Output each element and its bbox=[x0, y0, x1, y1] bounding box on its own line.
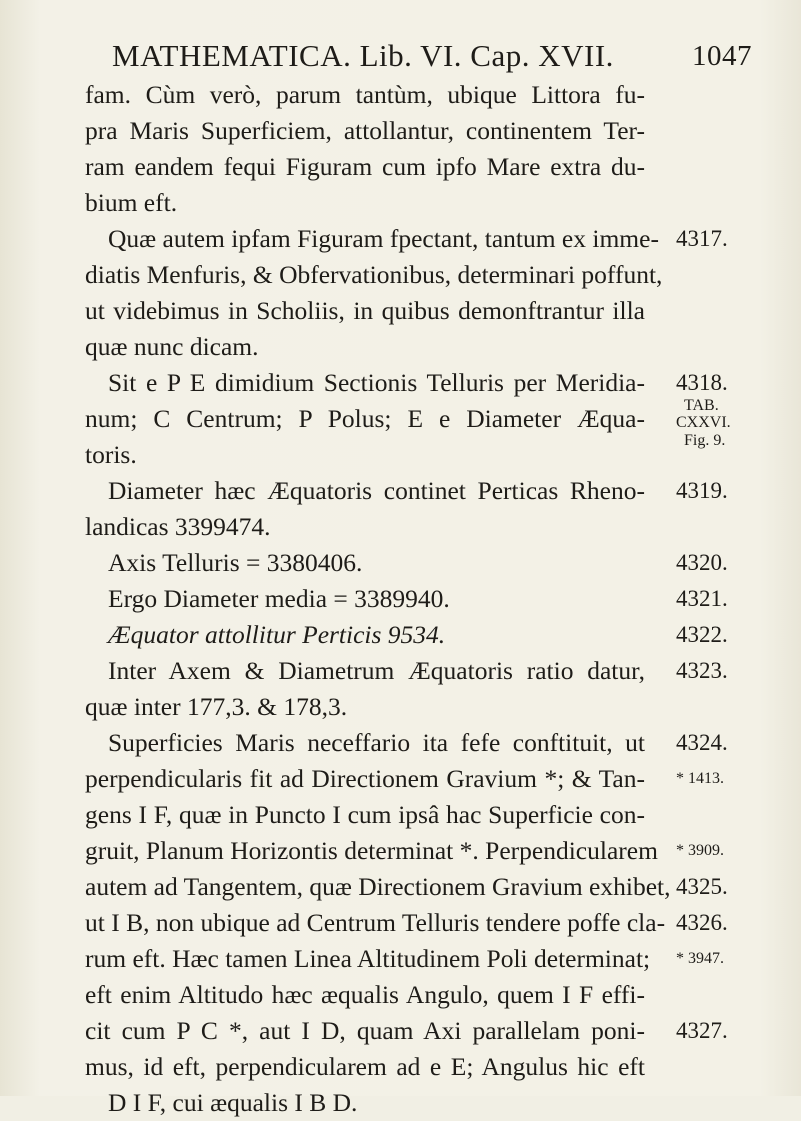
margin-cross-reference: * 3909. bbox=[676, 842, 724, 859]
margin-paragraph-number: 4319. bbox=[676, 478, 728, 503]
text-line: bium eft. bbox=[85, 188, 178, 217]
text-line: quæ inter 177,3. & 178,3. bbox=[85, 692, 348, 721]
text-line: Axis Telluris = 3380406. bbox=[108, 548, 363, 577]
margin-table-number: CXXVI. bbox=[676, 414, 731, 431]
margin-paragraph-number: 4320. bbox=[676, 550, 728, 575]
text-line: D I F, cui æqualis I B D. bbox=[108, 1088, 358, 1117]
text-line: Æquator attollitur Perticis 9534. bbox=[108, 620, 446, 649]
text-line: ram eandem fequi Figuram cum ipfo Mare extra du- bbox=[85, 152, 645, 181]
margin-paragraph-number: 4323. bbox=[676, 658, 728, 683]
margin-paragraph-number: 4325. bbox=[676, 874, 728, 899]
text-line: Sit e P E dimidium Sectionis Telluris per Meridia- bbox=[108, 368, 645, 397]
header-title: MATHEMATICA. Lib. VI. Cap. XVII. bbox=[112, 38, 614, 73]
text-line: num; C Centrum; P Polus; E e Diameter Æqua- bbox=[85, 404, 645, 433]
text-line: Inter Axem & Diametrum Æquatoris ratio datur, bbox=[108, 656, 645, 685]
margin-paragraph-number: 4317. bbox=[676, 226, 728, 251]
text-line: toris. bbox=[85, 440, 137, 469]
text-line: gruit, Planum Horizontis determinat *. Perpendicularem bbox=[85, 836, 658, 865]
text-line: ut I B, non ubique ad Centrum Telluris tendere poffe cla- bbox=[85, 908, 666, 937]
text-line: gens I F, quæ in Puncto I cum ipsâ hac Superficie con- bbox=[85, 800, 645, 829]
running-header bbox=[112, 38, 752, 74]
text-line: autem ad Tangentem, quæ Directionem Gravium exhibet, bbox=[85, 872, 671, 901]
text-line: Quæ autem ipfam Figuram fpectant, tantum ex imme- bbox=[108, 224, 659, 253]
text-line: eft enim Altitudo hæc æqualis Angulo, quem I F effi- bbox=[85, 980, 645, 1009]
text-line: cit cum P C *, aut I D, quam Axi parallelam poni- bbox=[85, 1016, 645, 1045]
margin-figure-ref: Fig. 9. bbox=[684, 432, 726, 449]
text-line: Diameter hæc Æquatoris continet Perticas Rheno- bbox=[108, 476, 645, 505]
text-line: fam. Cùm verò, parum tantùm, ubique Littora fu- bbox=[85, 80, 645, 109]
margin-paragraph-number: 4324. bbox=[676, 730, 728, 755]
text-line: quæ nunc dicam. bbox=[85, 332, 259, 361]
margin-paragraph-number: 4326. bbox=[676, 910, 728, 935]
text-line: pra Maris Superficiem, attollantur, continentem Ter- bbox=[85, 116, 645, 145]
margin-paragraph-number: 4318. bbox=[676, 370, 728, 395]
text-line: ut videbimus in Scholiis, in quibus demonftrantur illa bbox=[85, 296, 645, 325]
margin-table-ref: TAB. bbox=[684, 397, 719, 414]
margin-paragraph-number: 4321. bbox=[676, 586, 728, 611]
text-line: mus, id eft, perpendicularem ad e E; Angulus hic eft bbox=[85, 1052, 645, 1081]
text-line: Superficies Maris neceffario ita fefe conftituit, ut bbox=[108, 728, 645, 757]
text-line: rum eft. Hæc tamen Linea Altitudinem Poli determinat; bbox=[85, 944, 651, 973]
margin-paragraph-number: 4322. bbox=[676, 622, 728, 647]
text-line: landicas 3399474. bbox=[85, 512, 271, 541]
margin-cross-reference: * 1413. bbox=[676, 770, 724, 787]
margin-paragraph-number: 4327. bbox=[676, 1018, 728, 1043]
margin-cross-reference: * 3947. bbox=[676, 950, 724, 967]
text-line: Ergo Diameter media = 3389940. bbox=[108, 584, 450, 613]
text-line: diatis Menfuris, & Obfervationibus, determinari poffunt, bbox=[85, 260, 663, 289]
text-line: perpendicularis fit ad Directionem Gravium *; & Tan- bbox=[85, 764, 645, 793]
page-number: 1047 bbox=[692, 40, 752, 72]
